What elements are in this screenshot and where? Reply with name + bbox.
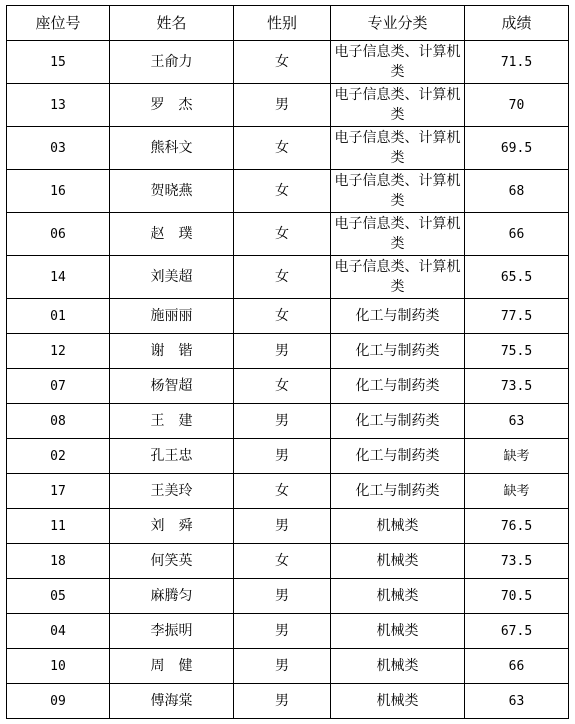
major-cell: 电子信息类、计算机类 [331, 170, 465, 213]
score-cell: 69.5 [465, 127, 569, 170]
gender-cell: 女 [234, 299, 331, 334]
name-cell: 孔王忠 [110, 439, 234, 474]
table-row [7, 579, 569, 614]
score-table [6, 5, 569, 719]
name-cell: 刘美超 [110, 256, 234, 299]
score-cell: 63 [465, 404, 569, 439]
major-cell: 机械类 [331, 649, 465, 684]
seat-cell: 14 [7, 256, 110, 299]
score-cell: 77.5 [465, 299, 569, 334]
table-row [7, 170, 569, 213]
seat-cell: 02 [7, 439, 110, 474]
seat-cell: 16 [7, 170, 110, 213]
score-cell: 73.5 [465, 544, 569, 579]
table-row [7, 509, 569, 544]
name-cell: 谢 锴 [110, 334, 234, 369]
major-cell: 化工与制药类 [331, 439, 465, 474]
score-cell: 66 [465, 213, 569, 256]
name-cell: 何笑英 [110, 544, 234, 579]
seat-cell: 15 [7, 41, 110, 84]
major-cell: 机械类 [331, 544, 465, 579]
score-cell: 66 [465, 649, 569, 684]
name-cell: 施丽丽 [110, 299, 234, 334]
table-row [7, 127, 569, 170]
table-row [7, 684, 569, 719]
major-cell: 电子信息类、计算机类 [331, 84, 465, 127]
name-cell: 熊科文 [110, 127, 234, 170]
name-cell: 傅海棠 [110, 684, 234, 719]
major-cell: 化工与制药类 [331, 299, 465, 334]
gender-cell: 男 [234, 579, 331, 614]
seat-cell: 01 [7, 299, 110, 334]
name-cell: 贺晓燕 [110, 170, 234, 213]
major-cell: 机械类 [331, 509, 465, 544]
table-row [7, 213, 569, 256]
major-cell: 电子信息类、计算机类 [331, 127, 465, 170]
seat-cell: 07 [7, 369, 110, 404]
header-major: 专业分类 [331, 6, 465, 41]
name-cell: 赵 璞 [110, 213, 234, 256]
table-row [7, 439, 569, 474]
name-cell: 罗 杰 [110, 84, 234, 127]
gender-cell: 女 [234, 127, 331, 170]
seat-cell: 18 [7, 544, 110, 579]
header-gender: 性别 [234, 6, 331, 41]
gender-cell: 男 [234, 404, 331, 439]
major-cell: 机械类 [331, 614, 465, 649]
table-row [7, 84, 569, 127]
score-cell: 缺考 [465, 439, 569, 474]
gender-cell: 女 [234, 41, 331, 84]
seat-cell: 12 [7, 334, 110, 369]
table-row [7, 544, 569, 579]
table-row [7, 614, 569, 649]
score-cell: 63 [465, 684, 569, 719]
seat-cell: 08 [7, 404, 110, 439]
gender-cell: 男 [234, 84, 331, 127]
header-score: 成绩 [465, 6, 569, 41]
header-row [7, 6, 569, 41]
gender-cell: 男 [234, 684, 331, 719]
name-cell: 王 建 [110, 404, 234, 439]
table-row [7, 334, 569, 369]
seat-cell: 10 [7, 649, 110, 684]
table-row [7, 256, 569, 299]
score-cell: 缺考 [465, 474, 569, 509]
score-cell: 68 [465, 170, 569, 213]
name-cell: 李振明 [110, 614, 234, 649]
seat-cell: 11 [7, 509, 110, 544]
gender-cell: 女 [234, 213, 331, 256]
name-cell: 杨智超 [110, 369, 234, 404]
header-seat: 座位号 [7, 6, 110, 41]
gender-cell: 女 [234, 170, 331, 213]
major-cell: 化工与制药类 [331, 334, 465, 369]
score-cell: 73.5 [465, 369, 569, 404]
gender-cell: 男 [234, 649, 331, 684]
major-cell: 化工与制药类 [331, 474, 465, 509]
name-cell: 王美玲 [110, 474, 234, 509]
gender-cell: 女 [234, 544, 331, 579]
header-name: 姓名 [110, 6, 234, 41]
name-cell: 麻腾匀 [110, 579, 234, 614]
seat-cell: 13 [7, 84, 110, 127]
gender-cell: 男 [234, 614, 331, 649]
name-cell: 王俞力 [110, 41, 234, 84]
major-cell: 机械类 [331, 579, 465, 614]
table-row [7, 299, 569, 334]
seat-cell: 03 [7, 127, 110, 170]
seat-cell: 17 [7, 474, 110, 509]
table-row [7, 404, 569, 439]
table-row [7, 649, 569, 684]
seat-cell: 04 [7, 614, 110, 649]
table-row [7, 41, 569, 84]
seat-cell: 09 [7, 684, 110, 719]
major-cell: 电子信息类、计算机类 [331, 213, 465, 256]
score-cell: 70.5 [465, 579, 569, 614]
table-row [7, 474, 569, 509]
gender-cell: 女 [234, 256, 331, 299]
name-cell: 刘 舜 [110, 509, 234, 544]
score-cell: 65.5 [465, 256, 569, 299]
seat-cell: 05 [7, 579, 110, 614]
name-cell: 周 健 [110, 649, 234, 684]
score-cell: 67.5 [465, 614, 569, 649]
major-cell: 机械类 [331, 684, 465, 719]
major-cell: 电子信息类、计算机类 [331, 41, 465, 84]
gender-cell: 女 [234, 474, 331, 509]
score-cell: 75.5 [465, 334, 569, 369]
major-cell: 化工与制药类 [331, 369, 465, 404]
table-row [7, 369, 569, 404]
score-cell: 71.5 [465, 41, 569, 84]
seat-cell: 06 [7, 213, 110, 256]
major-cell: 电子信息类、计算机类 [331, 256, 465, 299]
major-cell: 化工与制药类 [331, 404, 465, 439]
gender-cell: 男 [234, 439, 331, 474]
score-cell: 70 [465, 84, 569, 127]
score-cell: 76.5 [465, 509, 569, 544]
gender-cell: 女 [234, 369, 331, 404]
gender-cell: 男 [234, 334, 331, 369]
gender-cell: 男 [234, 509, 331, 544]
